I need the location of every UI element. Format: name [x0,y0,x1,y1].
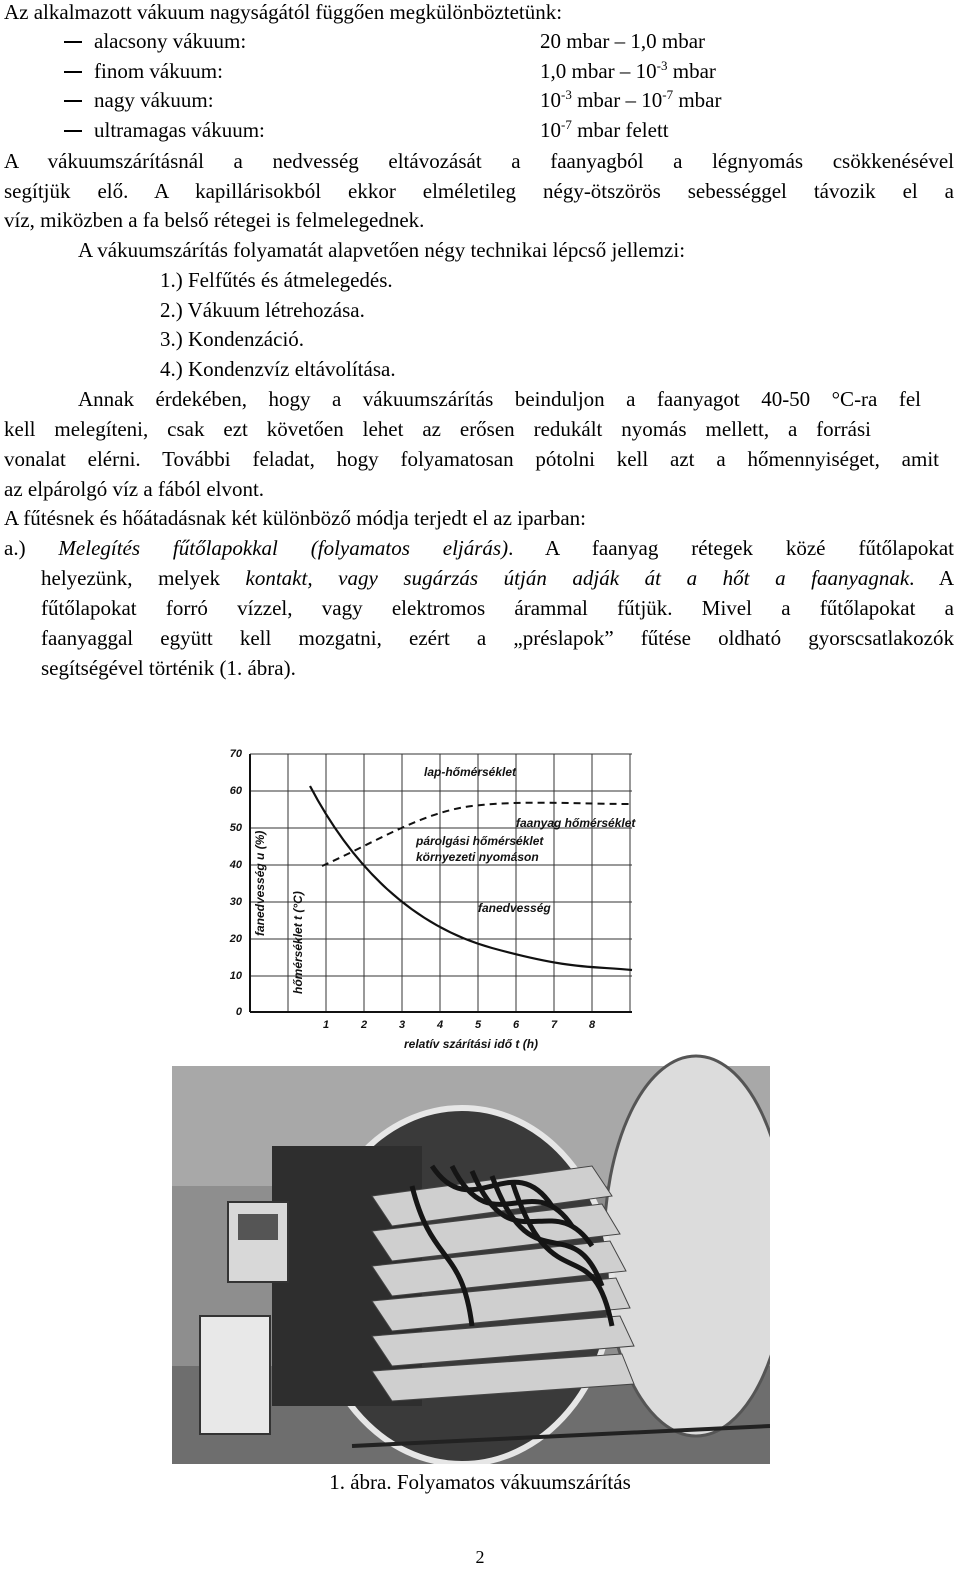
dryer-photo [172,1056,770,1464]
y-tick-label: 10 [229,970,242,982]
y-tick-label: 0 [235,1006,242,1018]
y-tick-label: 50 [229,822,242,834]
dash-bullet [64,71,82,73]
control-cabinet [200,1316,270,1434]
curve-label-evap: párolgási hőmérséklet [416,834,544,848]
step-item: 1.) Felfűtés és átmelegedés. [160,268,393,292]
item-a-line: fűtőlapokat forró vízzel, vagy elektromos árammal fűtjük. Mivel a fűtőlapokat a [41,596,954,620]
vacuum-range: $10^{-3}$ mbar – $10^{-7}$ mbar [540,87,722,112]
paragraph-line: kell melegíteni, csak ezt követően lehet az erősen redukált nyomás mellett, a forrási [4,417,871,441]
x-tick-label: 8 [588,1019,596,1031]
vacuum-range: 1,0 mbar – $10^{-3}$ mbar [540,58,716,83]
dash-bullet [64,130,82,132]
curve-label-moisture: fanedvesség [478,901,551,915]
x-tick-label: 1 [322,1019,330,1031]
figure-svg [172,726,770,1464]
y-tick-label: 70 [229,748,242,760]
item-a-line: helyezünk, melyek kontakt, vagy sugárzás útján adják át a hőt a faanyagnak. A [41,566,954,590]
paragraph-line: segítjük elő. A kapillárisokból ekkor elméletileg négy-ötszörös sebességgel távozik el a [4,179,954,203]
x-tick-label: 2 [360,1019,368,1031]
y-axis-label-outer: fanedvesség u (%) [253,830,267,936]
x-tick-label: 4 [436,1019,444,1031]
y-tick-label: 30 [229,896,242,908]
intro-text: Az alkalmazott vákuum nagyságától függően megkülönböztetünk: [4,0,563,24]
y-tick-label: 20 [229,933,242,945]
step-item: 4.) Kondenzvíz eltávolítása. [160,357,396,381]
figure-image [172,726,770,1464]
vacuum-label: ultramagas vákuum: [94,118,265,142]
paragraph-line: A vákuumszárításnál a nedvesség eltávozását a faanyagból a légnyomás csökkenésével [4,149,954,173]
paragraph-line: víz, miközben a fa belső rétegei is felmelegednek. [4,208,425,232]
page-number: 2 [475,1547,485,1567]
x-tick-label: 7 [550,1019,558,1031]
dash-bullet [64,41,82,43]
curve-label-wood: faanyag hőmérséklet [516,816,636,830]
x-tick-label: 6 [512,1019,520,1031]
figure-caption: 1. ábra. Folyamatos vákuumszárítás [329,1470,631,1494]
y-axis-label-inner: hőmérséklet t (°C) [291,891,305,994]
vacuum-label: finom vákuum: [94,59,223,83]
paragraph-line: Annak érdekében, hogy a vákuumszárítás beinduljon a faanyagot 40-50 °C-ra fel [78,387,921,411]
x-tick-label: 5 [474,1019,482,1031]
x-axis-label: relatív szárítási idő t (h) [404,1037,539,1051]
item-a-line: segítségével történik (1. ábra). [41,656,296,680]
step-item: 3.) Kondenzáció. [160,327,305,351]
item-a-line: faanyaggal együtt kell mozgatni, ezért a „préslapok” fűtése oldható gyorscsatlakozók [41,626,954,650]
steps-intro: A vákuumszárítás folyamatát alapvetően négy technikai lépcső jellemzi: [78,238,686,262]
vacuum-range: $10^{-7}$ mbar felett [540,117,669,142]
item-a-line: a.) Melegítés fűtőlapokkal (folyamatos eljárás). A faanyag rétegek közé fűtőlapokat [4,536,954,560]
step-item: 2.) Vákuum létrehozása. [160,298,365,322]
paragraph-line: az elpárolgó víz a fából elvont. [4,477,265,501]
vacuum-label: nagy vákuum: [94,88,214,112]
y-tick-label: 60 [229,785,242,797]
dash-bullet [64,100,82,102]
curve-label-evap: környezeti nyomáson [416,850,539,864]
x-tick-label: 3 [398,1019,406,1031]
y-tick-label: 40 [229,859,242,871]
vacuum-range: 20 mbar – 1,0 mbar [540,29,706,53]
curve-label-plate: lap-hőmérséklet [424,765,517,779]
vacuum-label: alacsony vákuum: [94,29,247,53]
heating-intro: A fűtésnek és hőátadásnak két különböző módja terjedt el az iparban: [4,506,586,530]
paragraph-line: vonalat elérni. További feladat, hogy folyamatosan pótolni kell azt a hőmennyiséget, amit [4,447,939,471]
